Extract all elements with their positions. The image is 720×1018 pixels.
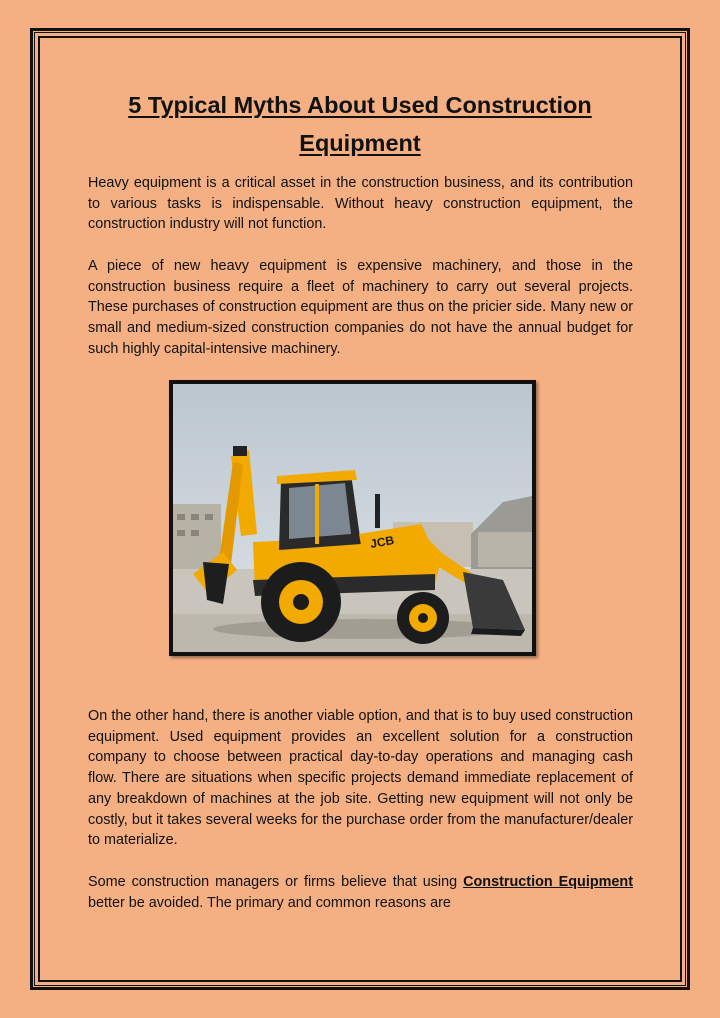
title-line-1: 5 Typical Myths About Used Construction — [128, 92, 592, 118]
paragraph-4 — [88, 872, 633, 913]
paragraph-4-end: better be avoided. The primary and common reasons are — [88, 894, 451, 911]
backhoe-photo — [169, 380, 536, 656]
backhoe-illustration — [173, 384, 532, 652]
paragraph-4-start: Some construction managers or firms believe that using — [88, 874, 458, 890]
paragraph-3: On the other hand, there is another viable option, and that is to buy used construction equipment. Used equipment provides an excellent solution for a construction company to choose between practical day-to-day operations and managing cash flow. There are situations when specific projects demand immediate replacement of any breakdown of machines at the job site. Getting new equipment will not only be costly, but it takes several weeks for the purchase order from the manufacturer/dealer to materialize. — [88, 708, 633, 849]
document-title — [88, 86, 632, 162]
jcb-logo-text: JCB — [369, 532, 396, 551]
paragraph-2: A piece of new heavy equipment is expensive machinery, and those in the construction business require a fleet of machinery to carry out several projects. These purchases of construction equipment are thus on the pricier side. Many new or small and medium-sized construction companies do not have the annual budget for such highly capital-intensive machinery. — [88, 258, 633, 357]
paragraph-1: Heavy equipment is a critical asset in the construction business, and its contribution to various tasks is indispensable. Without heavy construction equipment, the construction industry will not function. — [88, 175, 633, 233]
construction-equipment-link[interactable]: Construction Equipment — [463, 874, 634, 890]
title-line-2: Equipment — [299, 130, 421, 156]
